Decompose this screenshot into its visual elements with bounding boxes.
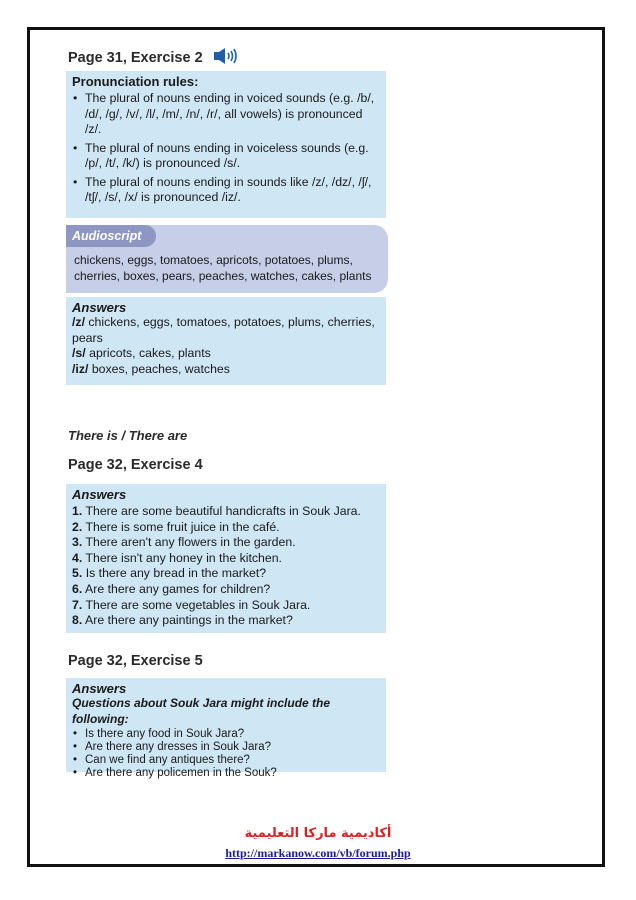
answers-title: Answers: [72, 487, 127, 502]
exercise-heading-1: [68, 47, 239, 69]
exercise-heading-1-text: Page 31, Exercise 2: [68, 49, 203, 66]
list-item: [72, 520, 380, 536]
item-text: There are some vegetables in Souk Jara.: [85, 597, 311, 612]
audioscript-box: [66, 225, 388, 293]
rules-title: Pronunciation rules:: [72, 74, 199, 89]
answers-title: Answers: [72, 681, 127, 696]
item-number: 4.: [72, 550, 83, 565]
list-item: [72, 582, 380, 598]
rules-list: [66, 91, 386, 206]
list-item: • Is there any food in Souk Jara?: [72, 728, 380, 741]
answers-box-2: [66, 484, 386, 633]
grammar-title: There is / There are: [68, 428, 188, 443]
answers-box-3: [66, 678, 386, 779]
item-number: 8.: [72, 613, 83, 628]
answer-text: chickens, eggs, tomatoes, potatoes, plums, cherries, pears: [72, 315, 375, 345]
answer-tag: /z/: [72, 315, 85, 329]
item-text: Are there any games for children?: [85, 581, 271, 596]
list-item: [72, 504, 380, 520]
answer-text: apricots, cakes, plants: [89, 346, 211, 360]
list-item: • The plural of nouns ending in voiceless sounds (e.g. /p/, /t/, /k/) is pronounced /s/.: [72, 141, 380, 172]
item-text: There aren't any flowers in the garden.: [85, 535, 296, 550]
audioscript-label: Audioscript: [66, 225, 156, 247]
answer-text: boxes, peaches, watches: [91, 361, 230, 376]
list-item: • Are there any policemen in the Souk?: [72, 767, 380, 780]
answer-tag: /s/: [72, 346, 86, 360]
list-item: • Are there any dresses in Souk Jara?: [72, 741, 380, 754]
footer-arabic-text: أكاديمية ماركا التعليمية: [244, 826, 392, 841]
item-text: There is some fruit juice in the café.: [85, 519, 280, 534]
list-item: • The plural of nouns ending in sounds like /z/, /dz/, /ʃ/, /tʃ/, /s/, /x/ is pronounced /iz/.: [72, 175, 380, 206]
item-number: 3.: [72, 535, 83, 550]
list-item: [72, 598, 380, 614]
answers-box-1: [66, 297, 386, 385]
footer-link[interactable]: http://markanow.com/vb/forum.php: [225, 846, 411, 860]
audioscript-text: chickens, eggs, tomatoes, apricots, potatoes, plums, cherries, boxes, pears, peaches, watches, cakes, plants: [74, 253, 372, 283]
answers-list: [66, 504, 386, 629]
list-item: [72, 535, 380, 551]
item-text: There isn't any honey in the kitchen.: [85, 550, 282, 565]
item-number: 6.: [72, 581, 83, 596]
item-number: 2.: [72, 519, 83, 534]
item-text: There are some beautiful handicrafts in Souk Jara.: [85, 504, 361, 518]
answer-line: [66, 362, 386, 378]
questions-list: [66, 728, 386, 780]
item-number: 7.: [72, 597, 83, 612]
list-item: • Can we find any antiques there?: [72, 754, 380, 767]
item-text: Are there any paintings in the market?: [85, 613, 293, 628]
answer-line: [66, 346, 386, 362]
exercise-heading-3: Page 32, Exercise 5: [68, 653, 203, 669]
exercise-heading-2: Page 32, Exercise 4: [68, 457, 203, 473]
list-item: [72, 613, 380, 629]
item-number: 1.: [72, 504, 83, 518]
pronunciation-rules-box: [66, 71, 386, 218]
list-item: [72, 551, 380, 567]
speaker-icon[interactable]: [213, 47, 239, 69]
answer-line: [66, 315, 386, 346]
answers-title: Answers: [72, 300, 127, 315]
answer-tag: /iz/: [72, 361, 89, 376]
answers-intro: Questions about Souk Jara might include the following:: [72, 696, 331, 726]
item-text: Is there any bread in the market?: [85, 566, 267, 581]
list-item: • The plural of nouns ending in voiced sounds (e.g. /b/, /d/, /g/, /v/, /l/, /m/, /n/, /r/, all vowels) is pronounced /z/.: [72, 91, 380, 138]
item-number: 5.: [72, 566, 83, 581]
list-item: [72, 566, 380, 582]
